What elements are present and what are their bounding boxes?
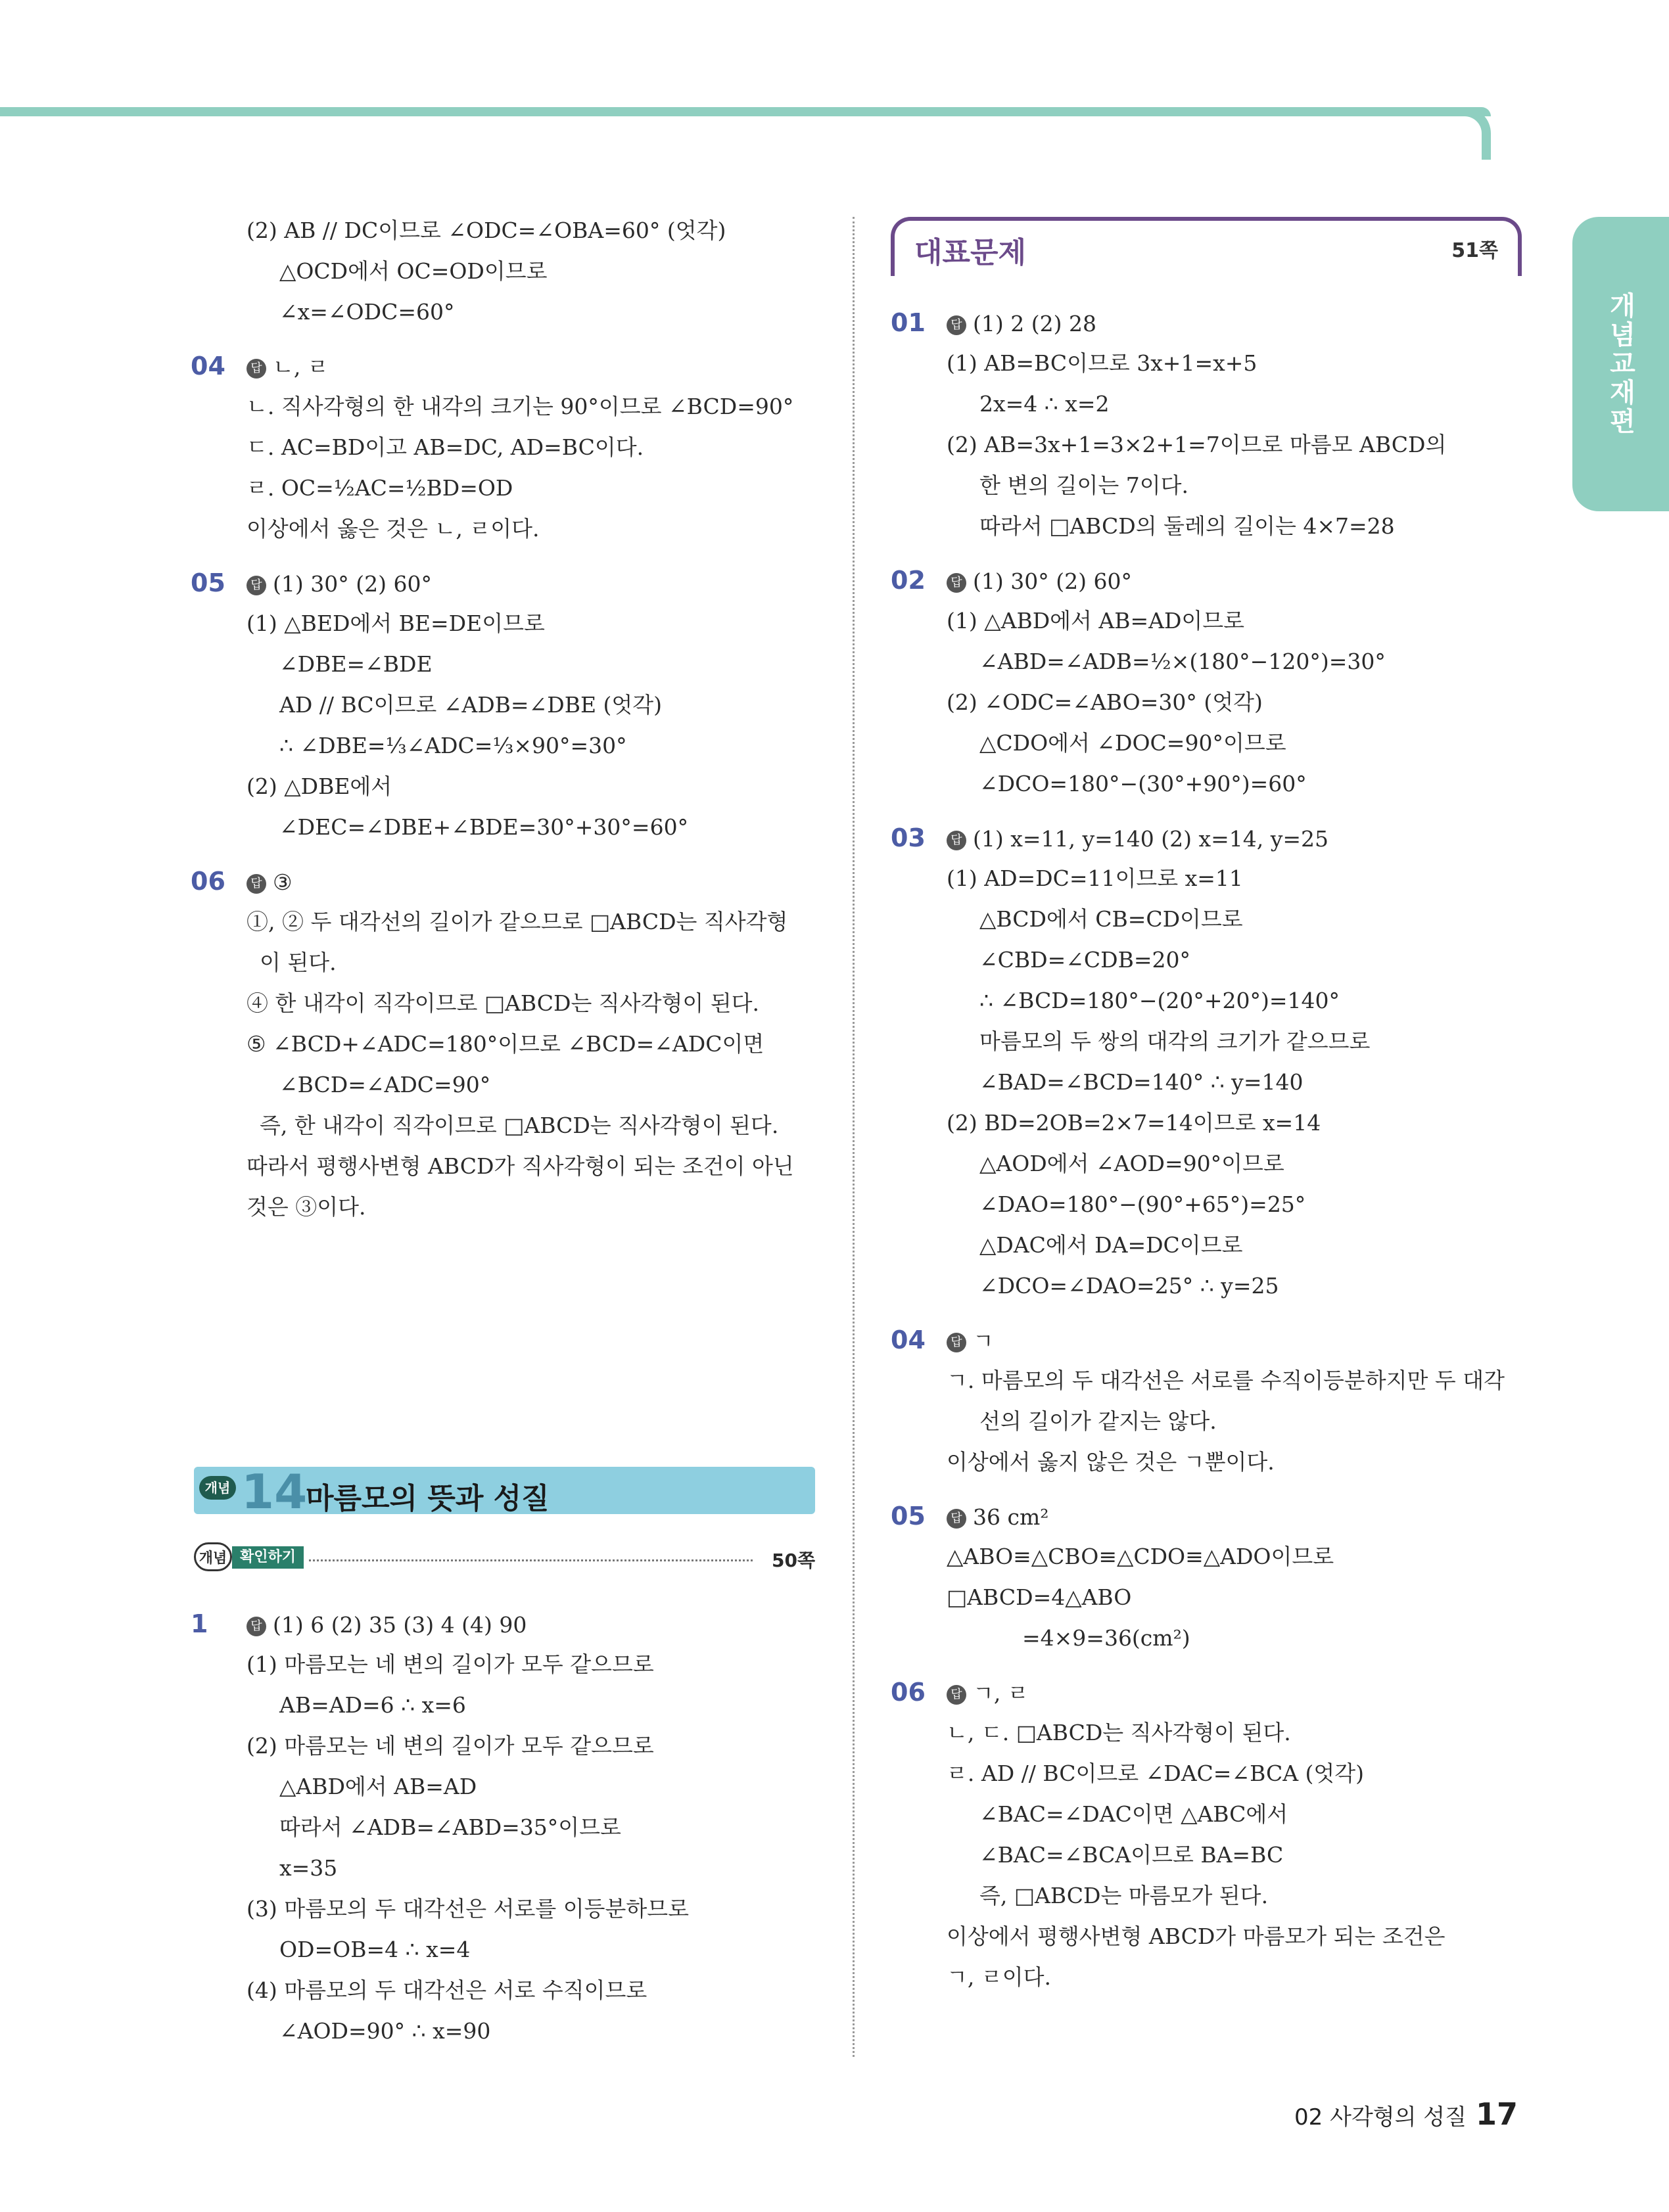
solution-line: (4) 마름모의 두 대각선은 서로 수직이므로 (247, 1977, 647, 2003)
solution-line: ㄴ, ㄷ. □ABCD는 직사각형이 된다. (947, 1720, 1291, 1745)
solution-line: 따라서 ∠ADB=∠ABD=35°이므로 (279, 1814, 621, 1840)
problem-block (191, 563, 822, 861)
solution-line: (1) △ABD에서 AB=AD이므로 (947, 608, 1245, 634)
problem-block (191, 346, 822, 563)
solution-line: □ABCD=4△ABO (947, 1584, 1132, 1610)
answer-text: (1) 30° (2) 60° (273, 571, 432, 597)
problem-block (191, 1603, 822, 2065)
answer-icon: 답 (247, 359, 266, 379)
left-column (191, 210, 822, 1241)
solution-line: ∠ABD=∠ADB=½×(180°−120°)=30° (979, 649, 1386, 674)
solution-line: ∠DAO=180°−(90°+65°)=25° (979, 1191, 1306, 1217)
spacer (191, 333, 822, 346)
problem-header (891, 302, 1522, 343)
problem-number: 02 (891, 566, 926, 595)
solution-line: x=35 (279, 1855, 338, 1881)
solution-line: ∴ ∠BCD=180°−(20°+20°)=140° (979, 988, 1340, 1013)
rep-problems-header (891, 217, 1522, 276)
answer-text: (1) x=11, y=140 (2) x=14, y=25 (973, 826, 1328, 852)
answer-icon: 답 (947, 1685, 966, 1705)
problem-number: 06 (891, 1678, 926, 1707)
answer-text: (1) 30° (2) 60° (973, 568, 1132, 594)
problem-header (191, 346, 822, 386)
problem-block (891, 1672, 1522, 2011)
spacer (891, 1659, 1522, 1672)
solution-line: 것은 ③이다. (247, 1194, 366, 1220)
solution-line: 선의 길이가 같지는 않다. (979, 1408, 1217, 1434)
problem-header (891, 1496, 1522, 1536)
answer-icon: 답 (247, 576, 266, 595)
answer-icon: 답 (947, 1333, 966, 1352)
check-page-ref: 50쪽 (771, 1550, 815, 1571)
problem-number: 1 (191, 1609, 208, 1638)
solution-line: (2) AB // DC이므로 ∠ODC=∠OBA=60° (엇각) (247, 218, 726, 243)
solution-line: =4×9=36(cm²) (1022, 1625, 1190, 1651)
problem-header (891, 560, 1522, 601)
solution-line: ∠BAD=∠BCD=140° ∴ y=140 (979, 1069, 1304, 1095)
problem-block (891, 560, 1522, 818)
problem-header (191, 861, 822, 902)
solution-line: ∠BCD=∠ADC=90° (279, 1072, 491, 1097)
solution-line: 한 변의 길이는 7이다. (979, 472, 1188, 498)
problem-number: 04 (891, 1325, 926, 1354)
solution-line: (1) AD=DC=11이므로 x=11 (947, 865, 1243, 891)
solution-line: ⑤ ∠BCD+∠ADC=180°이므로 ∠BCD=∠ADC이면 (247, 1031, 764, 1057)
solution-line: ①, ② 두 대각선의 길이가 같으므로 □ABCD는 직사각형 (247, 909, 788, 934)
problem-header (191, 563, 822, 603)
rep-page-ref: 51쪽 (1451, 239, 1498, 262)
spacer (891, 804, 1522, 818)
solution-line: 이상에서 평행사변형 ABCD가 마름모가 되는 조건은 (947, 1924, 1446, 1949)
solution-line: △OCD에서 OC=OD이므로 (279, 258, 548, 284)
concept-number: 14 (241, 1464, 308, 1519)
solution-line: △DAC에서 DA=DC이므로 (979, 1232, 1243, 1258)
solution-line: ∠BAC=∠DAC이면 △ABC에서 (979, 1801, 1288, 1827)
solution-line: (2) 마름모는 네 변의 길이가 모두 같으므로 (247, 1733, 654, 1759)
solution-line: 따라서 □ABCD의 둘레의 길이는 4×7=28 (979, 513, 1395, 539)
right-column (891, 217, 1522, 2011)
solution-line: (3) 마름모의 두 대각선은 서로를 이등분하므로 (247, 1896, 689, 1922)
solution-line: ④ 한 내각이 직각이므로 □ABCD는 직사각형이 된다. (247, 990, 759, 1016)
spacer (191, 549, 822, 563)
answer-text: ㄱ (973, 1328, 994, 1354)
check-tag: 개념 (194, 1542, 232, 1571)
solution-line: (2) △DBE에서 (247, 773, 392, 799)
problem-number: 05 (891, 1502, 926, 1531)
solution-line: (1) AB=BC이므로 3x+1=x+5 (947, 350, 1258, 376)
solution-line: ㄱ, ㄹ이다. (947, 1964, 1051, 1990)
check-row (194, 1541, 815, 1573)
problem-number: 04 (191, 352, 225, 380)
problem-number: 03 (891, 823, 926, 852)
problem-header (891, 1672, 1522, 1713)
answer-text: (1) 6 (2) 35 (3) 4 (4) 90 (273, 1612, 527, 1638)
solution-line: 이상에서 옳은 것은 ㄴ, ㄹ이다. (247, 516, 540, 541)
solution-line: △BCD에서 CB=CD이므로 (979, 906, 1243, 932)
side-tab (1572, 217, 1669, 511)
problem-header (891, 1320, 1522, 1360)
problem-block (891, 818, 1522, 1320)
solution-line: AD // BC이므로 ∠ADB=∠DBE (엇각) (279, 692, 663, 718)
solution-line: ∠DEC=∠DBE+∠BDE=30°+30°=60° (279, 814, 689, 840)
spacer (191, 2052, 822, 2065)
solution-line: 마름모의 두 쌍의 대각의 크기가 같으므로 (979, 1028, 1371, 1054)
solution-line: (2) ∠ODC=∠ABO=30° (엇각) (947, 689, 1263, 715)
solution-line: (1) △BED에서 BE=DE이므로 (247, 611, 545, 636)
spacer (891, 1998, 1522, 2011)
answer-text: ㄴ, ㄹ (273, 354, 329, 380)
solution-line: ∠DCO=180°−(30°+90°)=60° (979, 771, 1307, 796)
problem-header (191, 1603, 822, 1644)
problem-block (891, 1320, 1522, 1496)
solution-line: ∠DBE=∠BDE (279, 651, 433, 677)
solution-line: 즉, 한 내각이 직각이므로 □ABCD는 직사각형이 된다. (260, 1113, 779, 1138)
footer-chapter: 02 사각형의 성질 (1294, 2104, 1467, 2131)
answer-icon: 답 (947, 1509, 966, 1529)
solution-line: 2x=4 ∴ x=2 (979, 391, 1110, 417)
spacer (891, 1306, 1522, 1320)
problem-block (191, 861, 822, 1241)
concept-banner (194, 1464, 815, 1519)
side-tab-label: 개념교재편 (1605, 292, 1635, 436)
problem-number: 06 (191, 867, 225, 896)
check-label: 확인하기 (232, 1546, 304, 1569)
solution-line: ∠DCO=∠DAO=25° ∴ y=25 (979, 1273, 1279, 1299)
solution-line: 즉, □ABCD는 마름모가 된다. (979, 1883, 1269, 1908)
answer-icon: 답 (247, 874, 266, 894)
solution-line: (1) 마름모는 네 변의 길이가 모두 같으므로 (247, 1651, 654, 1677)
left-bottom-problem-list (191, 1603, 822, 2065)
solution-line: (2) BD=2OB=2×7=14이므로 x=14 (947, 1110, 1321, 1136)
solution-line: OD=OB=4 ∴ x=4 (279, 1937, 471, 1962)
solution-line: ㄱ. 마름모의 두 대각선은 서로를 수직이등분하지만 두 대각 (947, 1368, 1505, 1393)
problem-header (891, 818, 1522, 858)
problem-number: 05 (191, 568, 225, 597)
problem-block (891, 1496, 1522, 1672)
solution-line: △AOD에서 ∠AOD=90°이므로 (979, 1151, 1284, 1176)
concept-title: 마름모의 뜻과 성질 (306, 1482, 550, 1515)
top-decorative-bar (0, 107, 1491, 116)
dotted-leader (309, 1559, 753, 1561)
solution-line: △ABO≡△CBO≡△CDO≡△ADO이므로 (947, 1544, 1334, 1569)
column-divider (853, 217, 855, 2057)
solution-line: △CDO에서 ∠DOC=90°이므로 (979, 730, 1286, 756)
solution-line: 이상에서 옳지 않은 것은 ㄱ뿐이다. (947, 1449, 1275, 1475)
solution-line: ∴ ∠DBE=⅓∠ADC=⅓×90°=30° (279, 733, 627, 758)
spacer (191, 1228, 822, 1241)
left-top-continuation (191, 210, 822, 346)
solution-line: ∠CBD=∠CDB=20° (979, 947, 1191, 973)
answer-text: ③ (273, 869, 293, 895)
solution-line: ㄷ. AC=BD이고 AB=DC, AD=BC이다. (247, 434, 644, 460)
answer-icon: 답 (247, 1617, 266, 1636)
answer-icon: 답 (947, 831, 966, 850)
solution-line: AB=AD=6 ∴ x=6 (279, 1692, 466, 1718)
spacer (191, 848, 822, 861)
right-problem-list (891, 302, 1522, 2011)
solution-line: 이 된다. (260, 950, 337, 975)
answer-icon: 답 (947, 573, 966, 593)
solution-line: ∠x=∠ODC=60° (279, 299, 455, 325)
solution-line: ㄹ. AD // BC이므로 ∠DAC=∠BCA (엇각) (947, 1761, 1365, 1786)
rep-title: 대표문제 (914, 236, 1027, 269)
answer-text: ㄱ, ㄹ (973, 1680, 1029, 1706)
solution-line: ∠BAC=∠BCA이므로 BA=BC (979, 1842, 1284, 1868)
left-bottom-column (191, 1603, 822, 2065)
page-number: 17 (1475, 2096, 1518, 2132)
concept-tag: 개념 (199, 1476, 236, 1500)
solution-line: △ABD에서 AB=AD (279, 1774, 477, 1799)
problem-block (891, 302, 1522, 560)
answer-icon: 답 (947, 315, 966, 335)
solution-line: ㄴ. 직사각형의 한 내각의 크기는 90°이므로 ∠BCD=90° (247, 394, 794, 419)
problem-number: 01 (891, 308, 926, 337)
page-footer (1294, 2096, 1518, 2132)
answer-text: (1) 2 (2) 28 (973, 311, 1096, 336)
left-problem-list (191, 346, 822, 1241)
answer-text: 36 cm² (973, 1504, 1049, 1530)
solution-line: (2) AB=3x+1=3×2+1=7이므로 마름모 ABCD의 (947, 432, 1447, 457)
solution-line: 따라서 평행사변형 ABCD가 직사각형이 되는 조건이 아닌 (247, 1153, 794, 1179)
spacer (891, 1483, 1522, 1496)
spacer (891, 547, 1522, 560)
solution-line: ∠AOD=90° ∴ x=90 (279, 2018, 491, 2044)
solution-line: ㄹ. OC=½AC=½BD=OD (247, 475, 513, 501)
